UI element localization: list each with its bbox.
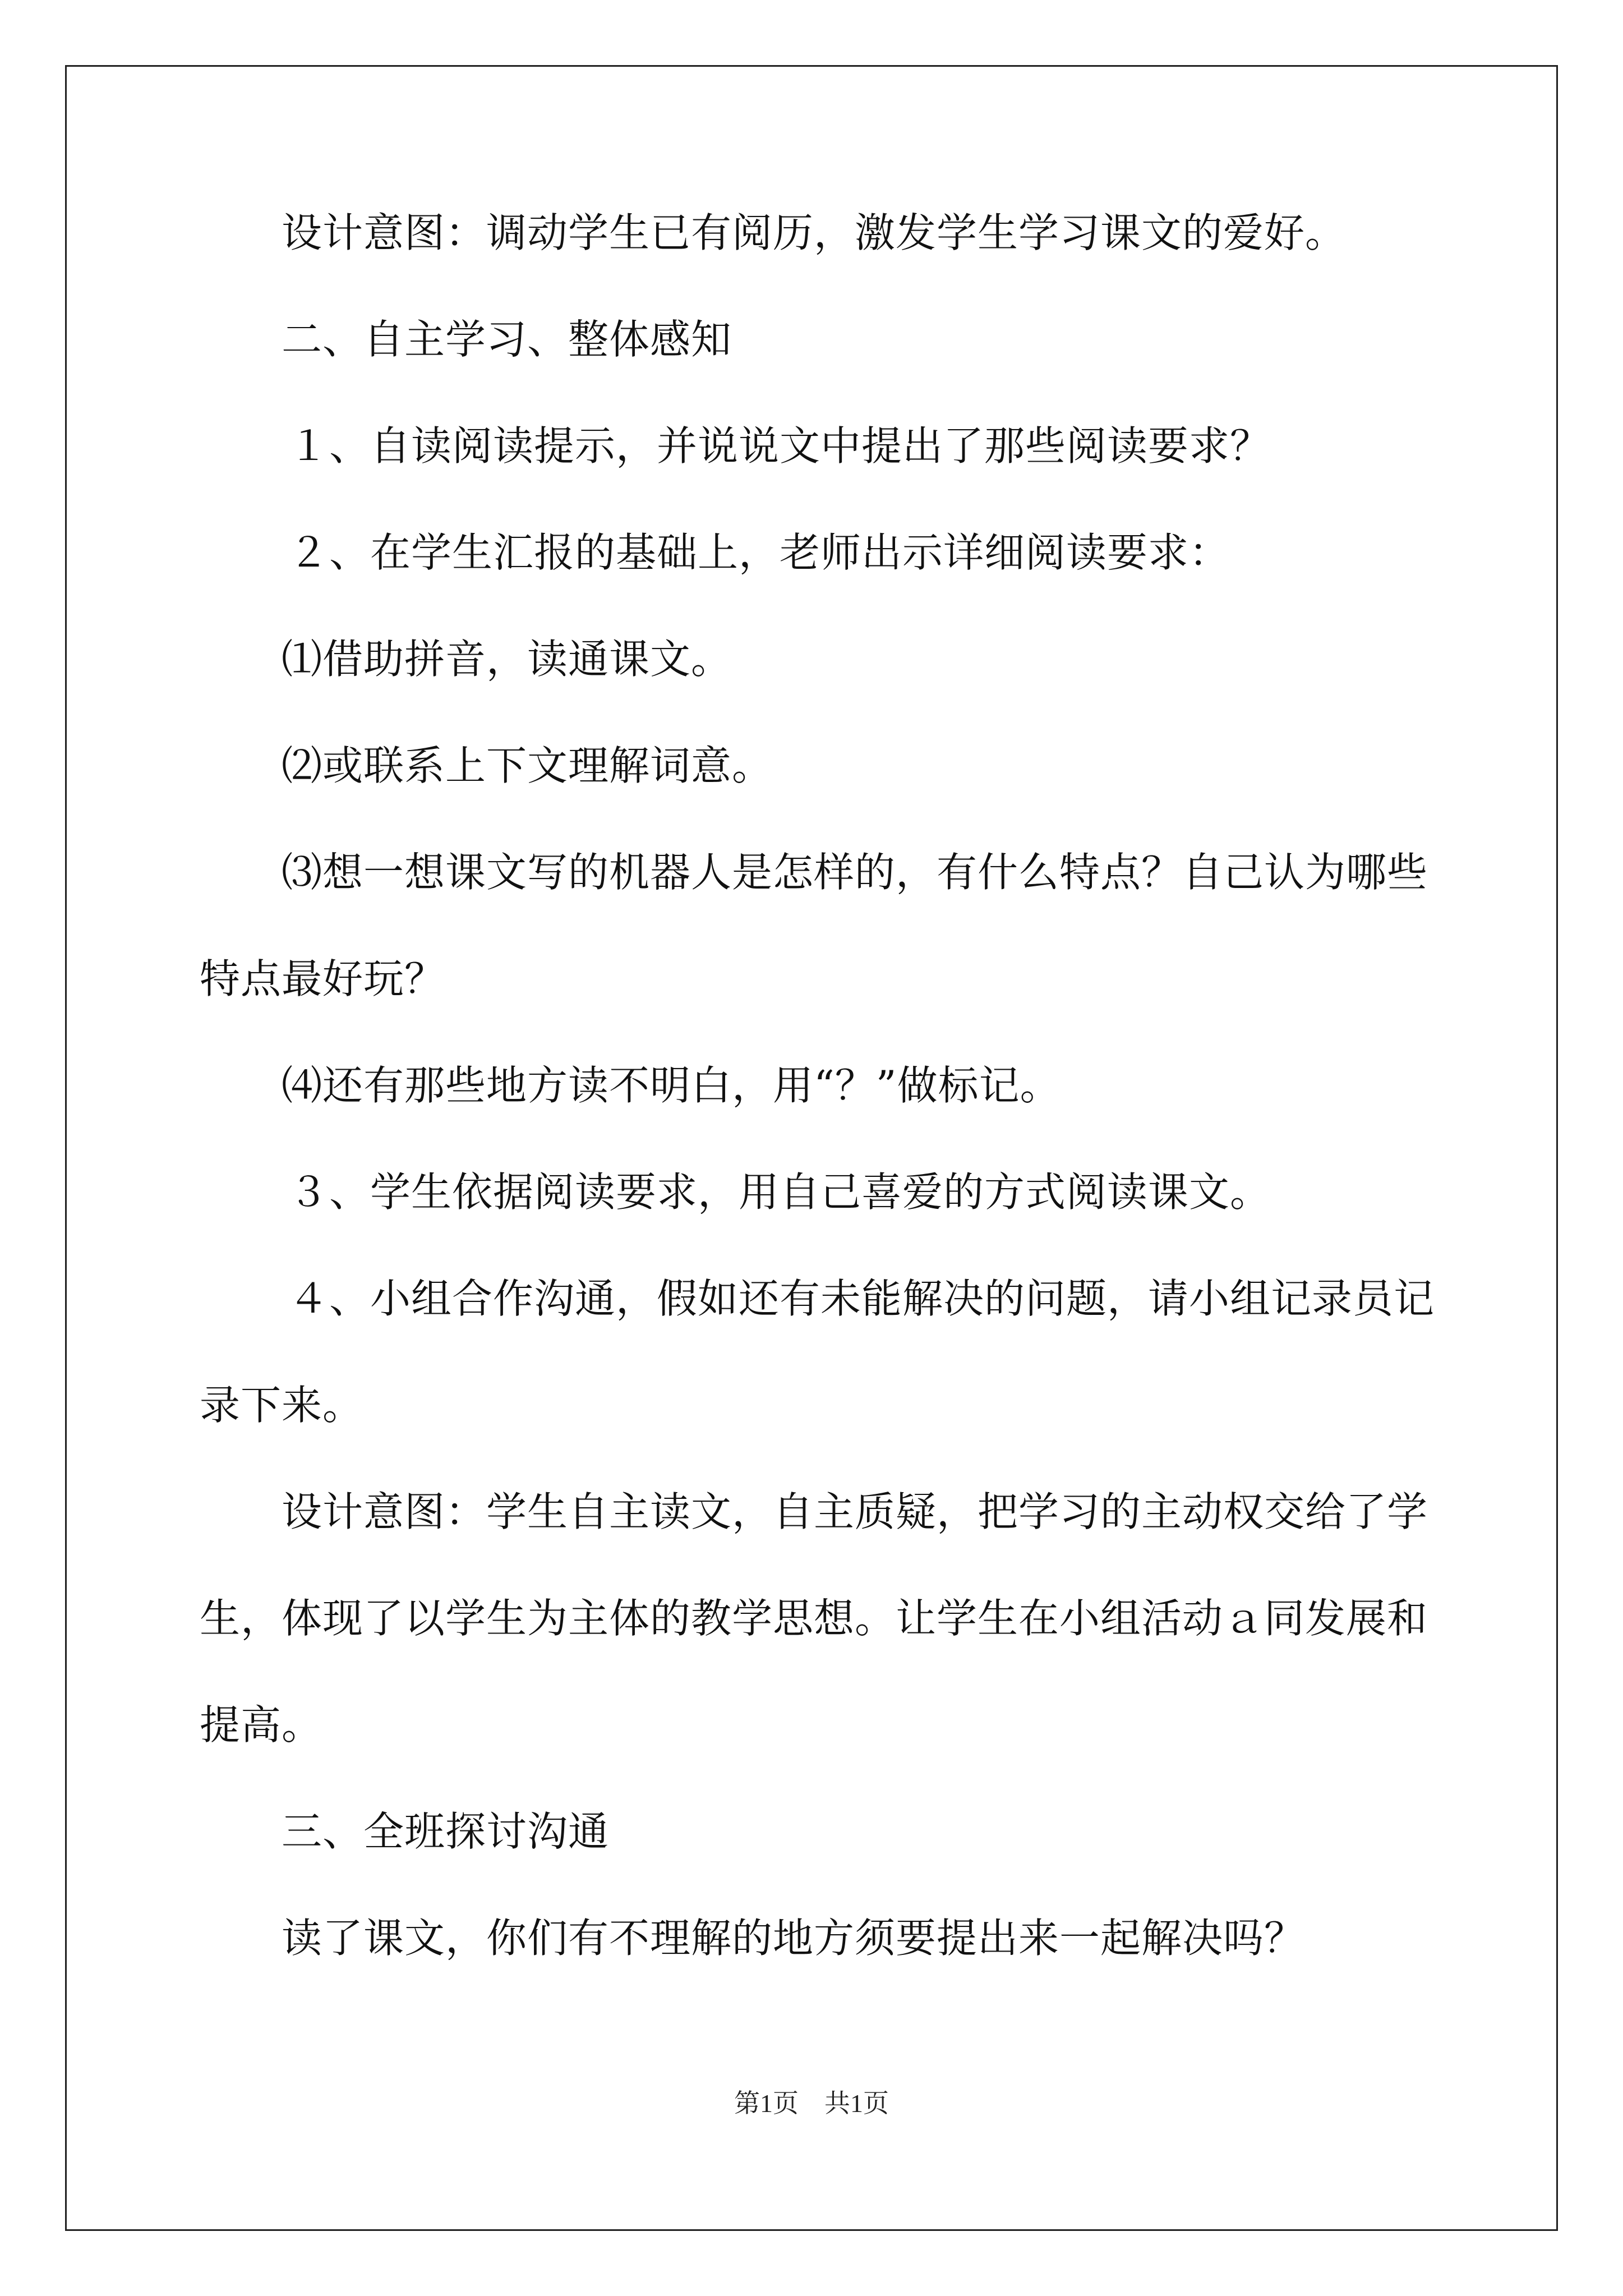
paragraph-design-intent-2-line-2: 生，体现了以学生为主体的教学思想。让学生在小组活动ａ同发展和 — [200, 1595, 1428, 1642]
sub-item-2: ⑵或联系上下文理解词意。 — [282, 742, 773, 789]
heading-section-2: 二、自主学习、整体感知 — [282, 316, 732, 363]
sub-item-4: ⑷还有那些地方读不明白，用“？”做标记。 — [282, 1062, 1061, 1109]
sub-item-3-continued: 特点最好玩？ — [200, 955, 446, 1002]
page-footer: 第1页 共1页 — [734, 2089, 889, 2118]
heading-section-3: 三、全班探讨沟通 — [282, 1808, 610, 1855]
list-item-2: ２、在学生汇报的基础上，老师出示详细阅读要求： — [288, 529, 1230, 576]
paragraph-discussion: 读了课文，你们有不理解的地方须要提出来一起解决吗？ — [282, 1915, 1306, 1962]
list-item-4-continued: 录下来。 — [200, 1382, 364, 1429]
sub-item-1: ⑴借助拼音，读通课文。 — [282, 636, 732, 683]
list-item-1: １、自读阅读提示，并说说文中提出了那些阅读要求？ — [288, 422, 1271, 470]
page-border — [65, 65, 1558, 2231]
paragraph-design-intent-2-line-3: 提高。 — [200, 1701, 323, 1749]
list-item-4: ４、小组合作沟通，假如还有未能解决的问题，请小组记录员记 — [288, 1275, 1435, 1322]
paragraph-design-intent-2: 设计意图：学生自主读文，自主质疑，把学习的主动权交给了学 — [282, 1488, 1428, 1535]
list-item-3: ３、学生依据阅读要求，用自己喜爱的方式阅读课文。 — [288, 1168, 1271, 1216]
paragraph-design-intent-1: 设计意图：调动学生已有阅历，激发学生学习课文的爱好。 — [282, 209, 1347, 256]
sub-item-3: ⑶想一想课文写的机器人是怎样的，有什么特点？自己认为哪些 — [282, 849, 1428, 896]
